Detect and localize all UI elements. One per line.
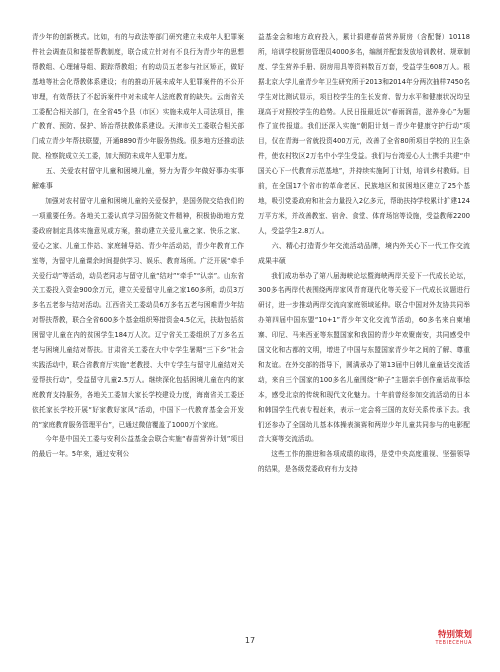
- body-paragraph: 加强对农村留守儿童和困境儿童的关爱保护，是国务院交给我们的一项重要任务。各地关工委认真学习国务院文件精神，积极协助地方党委政府制定具体实施意见或方案，推动建立关爱儿童之家、快乐之家、爱心之家、儿童工作站、家庭辅导站、青少年活动站，青少年教育工作室等，为留守儿童课余时间提供学习、娱乐、教育场所。广泛开展“牵手关爱行动”等活动，动员老同志与留守儿童“结对”“牵手”“认亲”。山东省关工委投入资金900余万元，建立关爱留守儿童之家160多所，动员3万多名五老参与结对活动。江西省关工委动员6万多名五老与困难青少年结对帮扶帮教，联合全省600多个基金组织筹措资金4.5亿元，扶助包括贫困留守儿童在内的贫困学生184万人次。辽宁省关工委组织了万多名五老与困境儿童结对帮扶。甘肃省关工委在大中专学生暑期“三下乡”社会实践活动中，联合省教育厅实施“老教授、大中专学生与留守儿童结对关爱帮扶行动”，受益留守儿童2.5万人。继续深化包括困境儿童在内的家庭教育支持服务，各地关工委加大家长学校建设力度，海南省关工委还依托家长学校开展“好家教好家风”活动，中国下一代教育基金会开发的“家庭教育服务管理平台”，已通过微信覆盖了1000万个家庭。: [32, 196, 244, 429]
- right-column: [258, 30, 470, 477]
- body-paragraph: 益基金会和地方政府投入，累计捐建春苗营养厨房（含配餐）10118所，培训学校厨房管理员4000多名，编制并配套发放培训教材、规章制度、学生营养手册、厨房用具等资料数百万套，受益学生608万人。根据北京大学儿童青少年卫生研究所于2013和2014年分两次抽样7450名学生对比测试显示，项目校学生的生长发育、智力水平和健康状况均呈现高于对照校学生的趋势。人民日报最近以“春雨润苗，滋养身心”为题作了宣传报道。我们还深入实施“朝阳计划－青少年健康守护行动”项目，仅在青海一省就投资400万元，改善了全省80所项目学校的卫生条件，使农村牧区2万名中小学生受益。我们与台湾爱心人士携手共建“中国关心下一代教育示范基地”，并持续实施阿丁计划，培训乡村教师。目前，在全国17个省市的革命老区、民族地区和贫困地区建立了25个基地，吸引党委政府和社会力量投入2亿多元，帮助扶持学校累计扩建124万平方米，并改善教室、宿舍、食堂、体育场馆等设施，受益教师2200人，受益学生2.8万人。: [258, 33, 470, 235]
- page-number: 17: [244, 636, 256, 645]
- body-paragraph: 今年是中国关工委与安利公益基金会联合实施“春苗营养计划”项目的最后一年。5年来，通过安利公: [32, 435, 244, 459]
- brand-subtitle: TEBIECEHUA: [435, 641, 472, 646]
- body-paragraph: 青少年的创新模式。比如，有的与政法等部门研究建立未成年人犯罪案件社会调查员和接茬帮教制度，联合成立针对有不良行为青少年的思想帮教组、心理辅导组、跟踪帮教组；有的动员五老参与社区矫正，做好基地等社会化帮教体系建设；有的推动开展未成年人犯罪案件的不公开审理，有效帮扶了不起诉案件中对未成年人法庭教育的缺失。云南省关工委配合相关部门，在全省45个县（市区）实施未成年人司法项目，推广教育、预防、保护、矫治帮扶教体系建设。天津市关工委联合相关部门成立青少年帮扶联盟，开通8890青少年服务热线。很多地方还推动法院、检察院成立关工委，加大预防未成年人犯罪力度。: [32, 33, 244, 161]
- section-heading: 五、关爱农村留守儿童和困境儿童，努力为青少年做好事办实事解难事: [32, 167, 244, 191]
- left-column: [32, 30, 244, 462]
- section-brand: [436, 630, 472, 647]
- section-heading: 六、精心打造青少年交流活动品牌，境内外关心下一代工作交流成果丰硕: [258, 241, 470, 265]
- body-paragraph: 这些工作的推进和各项成绩的取得，是党中央高度重视、坚强领导的结果，是各级党委政府有力支持: [258, 450, 470, 474]
- brand-title: 特别策划: [437, 630, 472, 640]
- body-paragraph: 我们成功举办了第八届海峡论坛暨海峡两岸关爱下一代成长论坛，300多名两岸代表围绕两岸家风青育现代化等关爱下一代成长议题进行研讨，进一步推动两岸交流向家庭领域延伸。联合中国对外友协共同举办第四届中国东盟“10+1”青少年文化交流节活动，60多名来自柬埔寨、印尼、马来西亚等东盟国家和我国的青少年欢聚南安，共同感受中国文化和古都的文明，增进了中国与东盟国家青少年之间的了解、尊重和友谊。在外交部的指导下，圆满承办了第13届中日韩儿童童话交流活动，来自三个国家的100多名儿童围绕“种子”主题亲手创作童话故事绘本，感受北京的传统和现代文化魅力。十年前曾经参加交流活动的日本和韩国学生代表专程赶来，表示一定会将三国的友好关系传承下去。我们还参办了全国幼儿基本体操表演赛和两岸少年儿童共同参与的电影配音大赛等交流活动。: [258, 271, 470, 444]
